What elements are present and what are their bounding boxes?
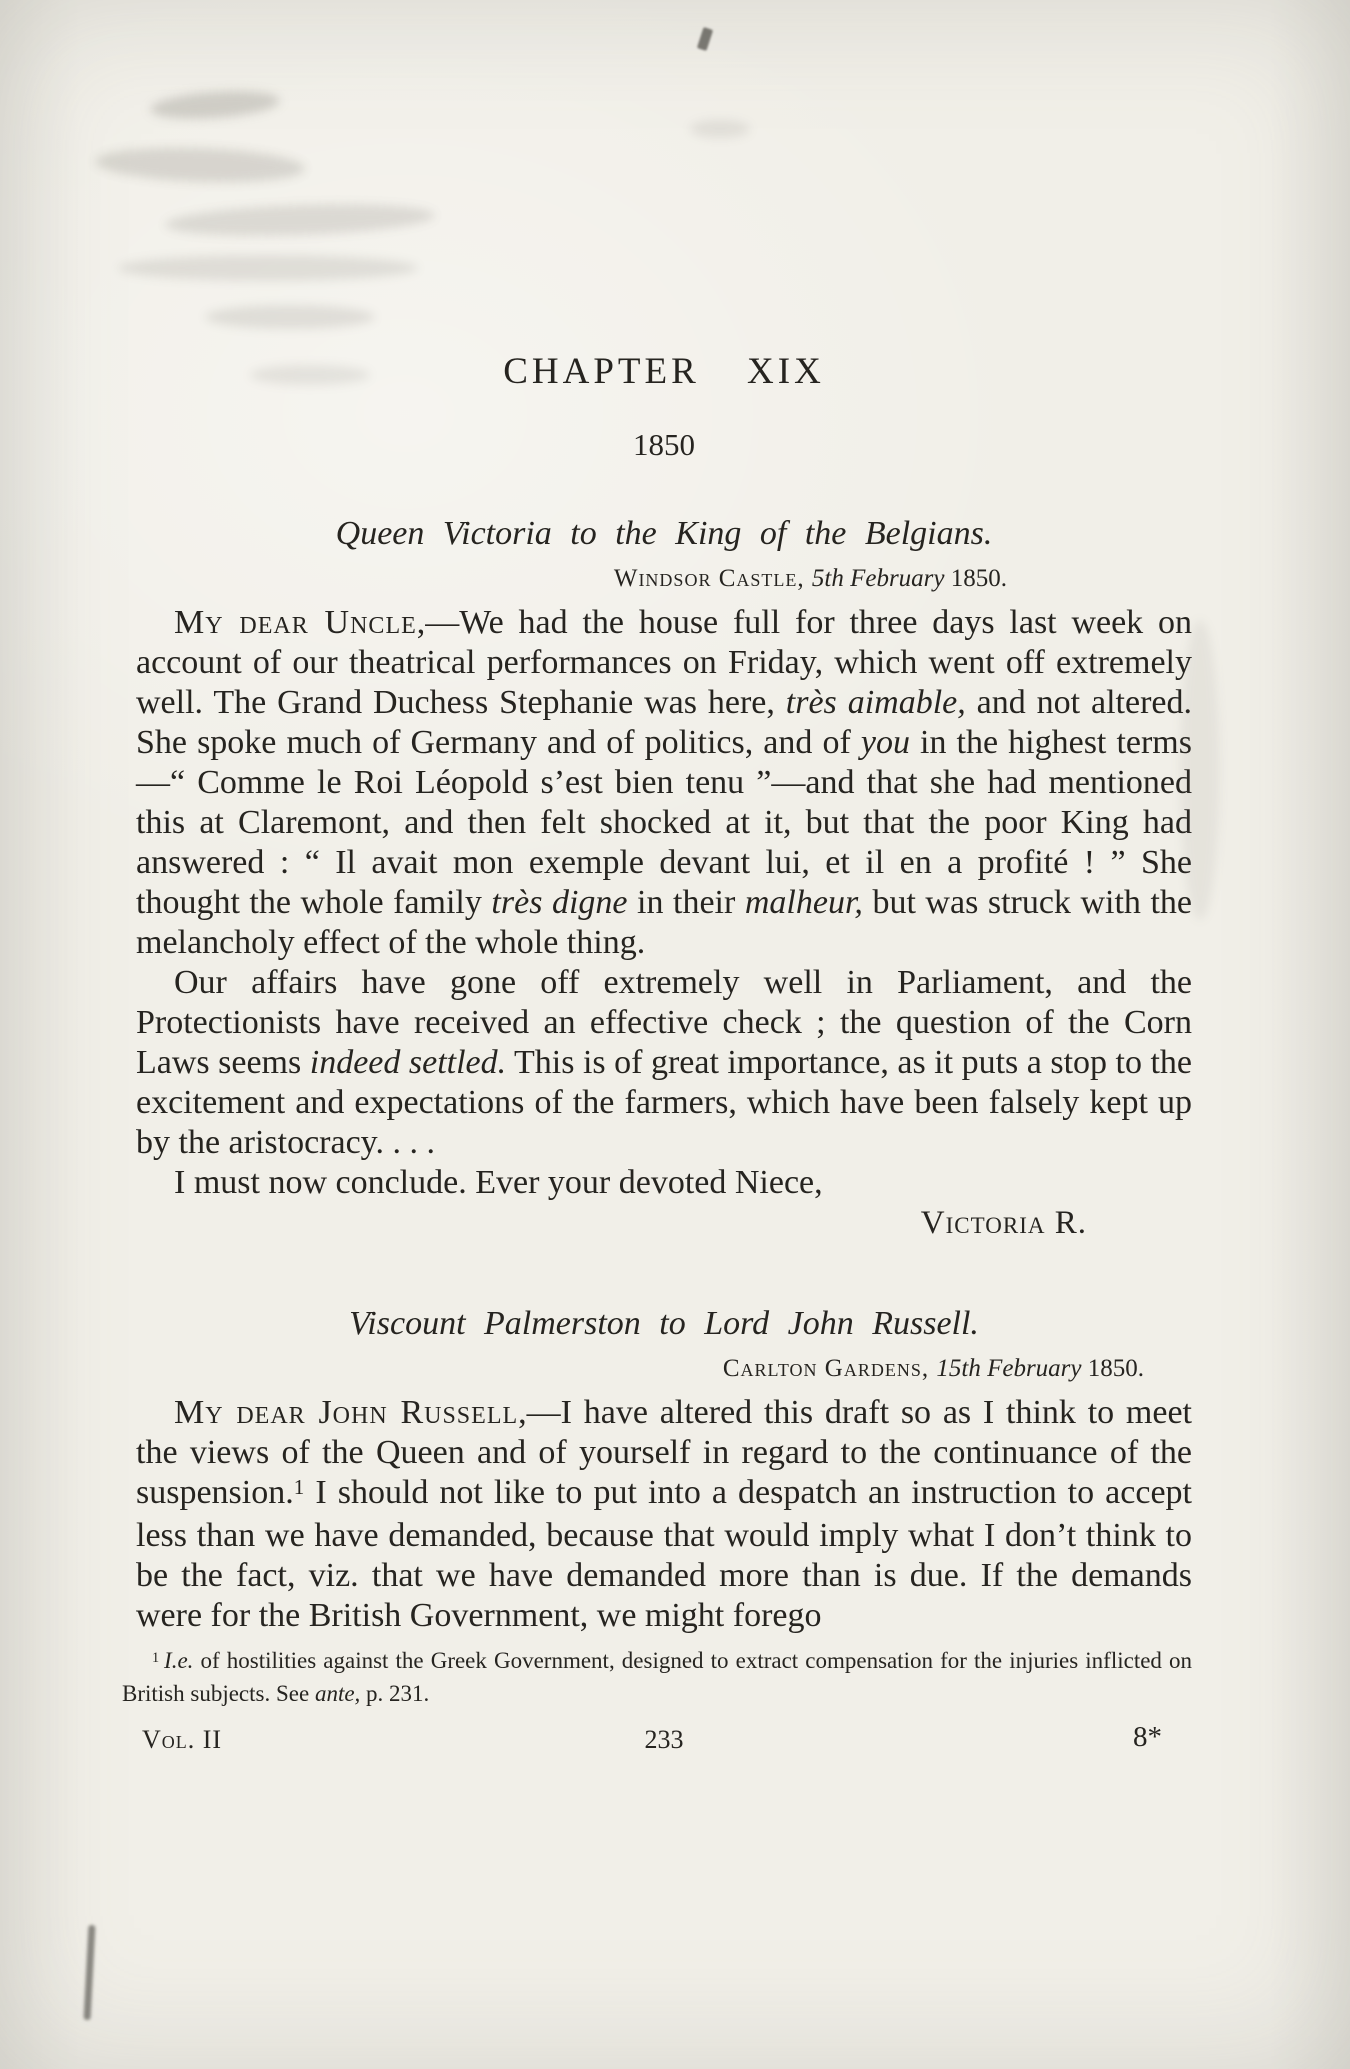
- scan-smudge: [118, 255, 418, 281]
- scan-mark: [697, 27, 713, 51]
- letter-paragraph: My dear Uncle,—We had the house full for three days last week on account of our theatrical performances on Friday, which went off extremely well. The Grand Duchess Stephanie was here, très aimable, and not altered. She spoke much of Germany and of politics, and of you in the highest terms—“ Comme le Roi Léopold s’est bien tenu ”—and that she had mentioned this at Claremont, and then felt shocked at it, but that the poor King had answered : “ Il avait mon exemple devant lui, et il en a profité ! ” She thought the whole family très digne in their malheur, but was struck with the melancholy effect of the whole thing.: [136, 604, 1192, 961]
- scan-mark: [84, 1925, 96, 2020]
- chapter-title: CHAPTER XIX: [503, 351, 825, 392]
- scan-smudge: [1180, 620, 1220, 920]
- letter-heading: Queen Victoria to the King of the Belgians.: [335, 515, 993, 552]
- letter-palmerston-to-russell: [136, 1305, 1192, 1636]
- scan-smudge: [165, 200, 436, 239]
- footnote: $^1$ I.e. of hostilities against the Greek Government, designed to extract compensation for the injuries inflicted on British subjects. See ante, p. 231.: [122, 1648, 1192, 1706]
- page-number: 233: [644, 1725, 684, 1754]
- letter-paragraph: My dear John Russell,—I have altered this draft so as I think to meet the views of the Queen and of yourself in regard to the continuance of the suspension.$^1$ I should not like to put into a despatch an instruction to accept less than we have demanded, because that would imply what I don’t think to be the fact, viz. that we have demanded more than is due. If the demands were for the British Government, we might forego: [136, 1394, 1192, 1634]
- chapter-year: 1850: [633, 427, 695, 462]
- scan-smudge: [250, 365, 370, 385]
- letter-dateline: Windsor Castle, 5th February 1850.: [613, 565, 1007, 592]
- scan-smudge: [205, 305, 375, 329]
- letter-victoria-to-king-of-belgians: [136, 515, 1192, 1243]
- letter-heading: Viscount Palmerston to Lord John Russell.: [349, 1305, 979, 1342]
- letter-paragraph: Our affairs have gone off extremely well in Parliament, and the Protectionists have received an effective check ; the question of the Corn Laws seems indeed settled. This is of great importance, as it puts a stop to the excitement and expectations of the farmers, which have been falsely kept up by the aristocracy. . . .: [136, 964, 1193, 1161]
- letter-dateline: Carlton Gardens, 15th February 1850.: [722, 1355, 1144, 1382]
- letter-signature: Victoria R.: [920, 1205, 1087, 1241]
- scan-smudge: [690, 120, 750, 138]
- page-footer: [136, 1721, 1192, 1765]
- volume-label: Vol. II: [142, 1725, 223, 1754]
- scan-smudge: [94, 144, 305, 185]
- scan-smudge: [149, 87, 280, 122]
- signature-mark: 8*: [1133, 1721, 1162, 1753]
- letter-paragraph: I must now conclude. Ever your devoted Niece,: [174, 1164, 823, 1201]
